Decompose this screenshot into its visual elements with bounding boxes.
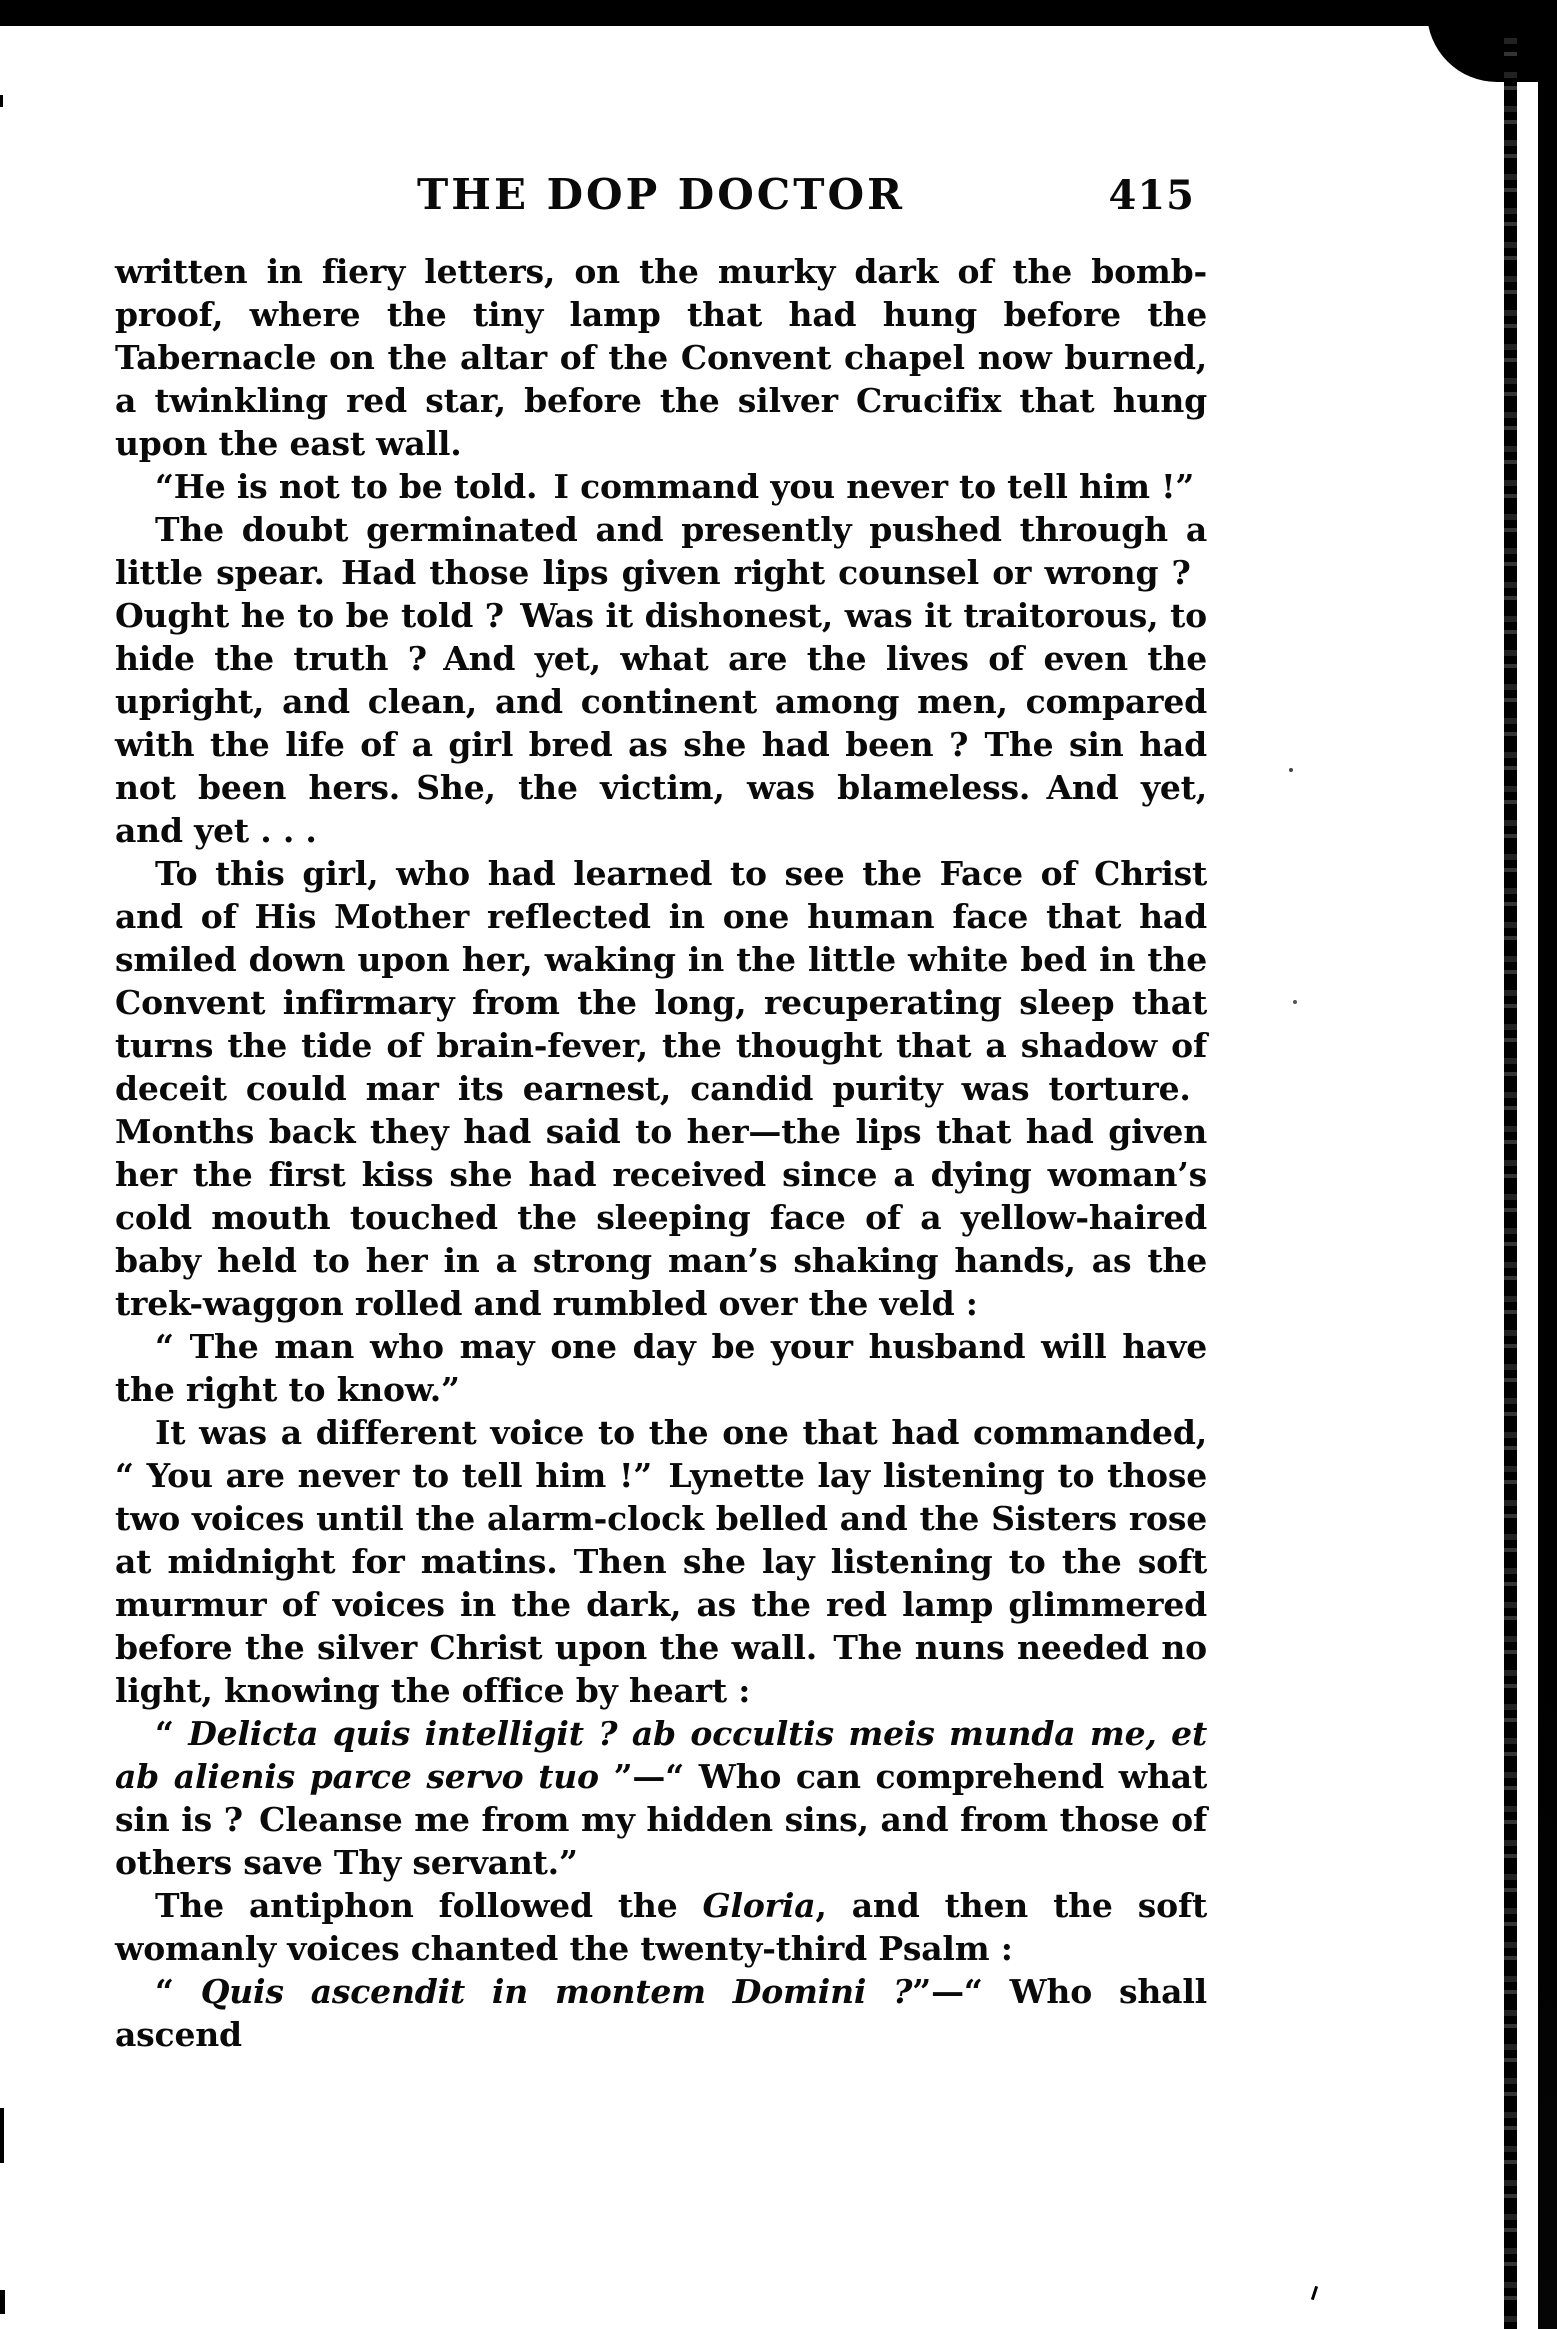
scan-border-top	[0, 0, 1557, 26]
book-title: THE DOP DOCTOR	[417, 170, 905, 219]
paragraph-text: ”—“ Who can comprehend what sin is ? Cleanse me from my hidden sins, and from those of others save Thy servant.”	[115, 1757, 1207, 1882]
ink-speck	[1311, 2286, 1318, 2300]
paragraph-text: The doubt germinated and presently pushed through a little spear. Had those lips given right counsel or wrong ? Ought he to be told ? Was it dishonest, was it traitorous, to hide the truth ? And yet, what are the lives of even the upright, and clean, and continent among men, compared with the life of a girl bred as she had been ? The sin had not been hers. She, the victim, was blameless. And yet, and yet . . .	[115, 510, 1207, 850]
quote-mark: “	[155, 1972, 201, 2011]
paragraph-text: written in fiery letters, on the murky dark of the bomb-proof, where the tiny lamp that had hung before the Tabernacle on the altar of the Convent chapel now burned, a twinkling red star, before the silver Crucifix that hung upon the east wall.	[115, 252, 1207, 463]
latin-word-gloria: Gloria	[702, 1886, 816, 1925]
paragraph-6	[115, 1411, 1207, 1712]
quote-mark: “	[155, 1714, 189, 1753]
paragraph-5	[115, 1325, 1207, 1411]
ink-speck	[1293, 1000, 1297, 1004]
paragraph-4	[115, 852, 1207, 1325]
paragraph-text: , and then the soft womanly voices chanted the twenty-third Psalm :	[115, 1886, 1207, 1968]
latin-phrase: Delicta quis intelligit ? ab occultis meis munda me, et ab alienis parce servo tuo	[115, 1714, 1207, 1796]
paragraph-text: The antiphon followed the	[155, 1886, 703, 1925]
page-number: 415	[1108, 172, 1195, 219]
paragraph-text: “He is not to be told. I command you never to tell him !”	[155, 467, 1195, 506]
paragraph-3	[115, 508, 1207, 852]
paragraph-2	[115, 465, 1207, 508]
paragraph-text: To this girl, who had learned to see the Face of Christ and of His Mother reflected in one human face that had smiled down upon her, waking in the little white bed in the Convent infirmary from the long, recuperating sleep that turns the tide of brain-fever, the thought that a shadow of deceit could mar its earnest, candid purity was torture. Months back they had said to her—the lips that had given her the first kiss she had received since a dying woman’s cold mouth touched the sleeping face of a yellow-haired baby held to her in a strong man’s shaking hands, as the trek-waggon rolled and rumbled over the veld :	[115, 854, 1207, 1323]
ink-speck	[0, 2290, 5, 2314]
ink-speck	[0, 95, 3, 107]
paragraph-7	[115, 1712, 1207, 1884]
paragraph-9	[115, 1970, 1207, 2056]
paragraph-text: “ The man who may one day be your husband will have the right to know.”	[115, 1327, 1207, 1409]
page-binding-edge-line	[1504, 22, 1517, 2329]
scan-border-right	[1538, 0, 1557, 2329]
page-body	[115, 250, 1207, 2056]
paragraph-text: ”—“ Who shall ascend	[115, 1972, 1207, 2054]
latin-phrase: Quis ascendit in montem Domini ?	[200, 1972, 913, 2011]
paragraph-1	[115, 250, 1207, 465]
paragraph-text: It was a different voice to the one that had commanded, “ You are never to tell him !” Lynette lay listening to those two voices until the alarm-clock belled and the Sisters rose at midnight for matins. Then she lay listening to the soft murmur of voices in the dark, as the red lamp glimmered before the silver Christ upon the wall. The nuns needed no light, knowing the office by heart :	[115, 1413, 1207, 1710]
running-header	[115, 170, 1207, 226]
ink-speck	[1289, 768, 1293, 772]
paragraph-8	[115, 1884, 1207, 1970]
ink-speck	[0, 2108, 4, 2163]
